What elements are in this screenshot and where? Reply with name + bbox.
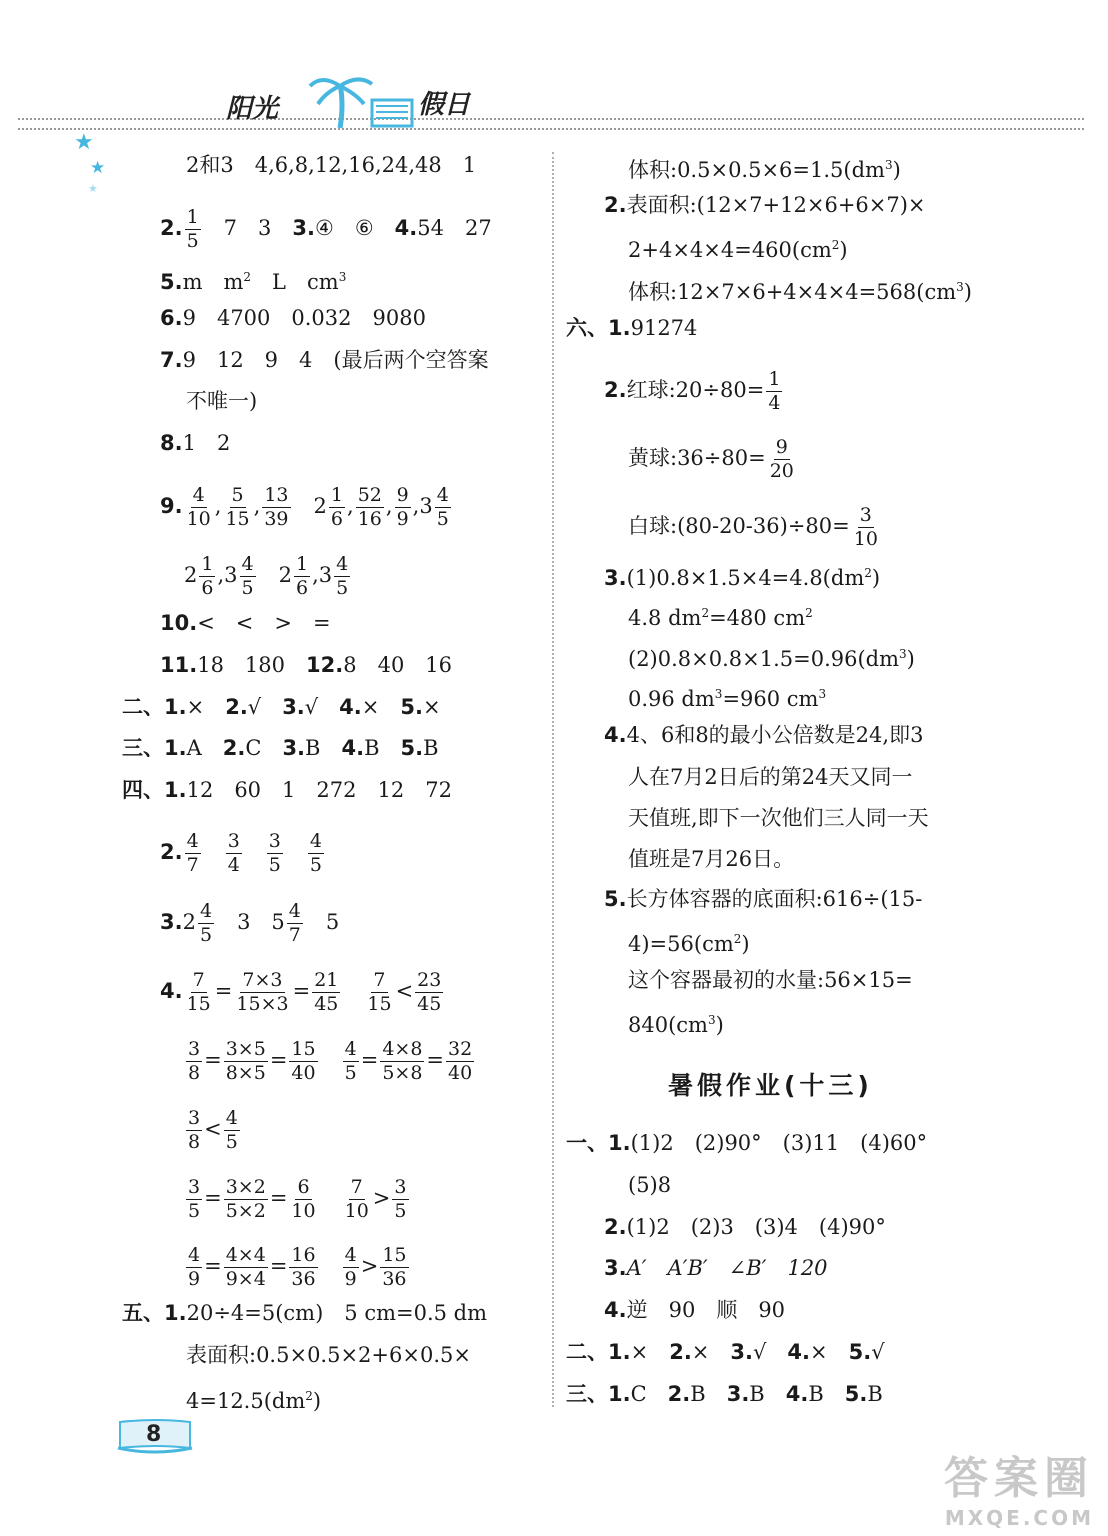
answer-line: 体积$:12\times 7\times 6+4\times 4\times 4=568(cm^3)$ xyxy=(628,280,972,304)
answer-line: 7.9 12 9 4 (最后两个空答案 xyxy=(160,348,489,372)
logo-text-left: 阳光 xyxy=(226,94,279,124)
answer-line: $2+4\times 4\times 4=460(cm^2)$ xyxy=(628,238,848,262)
logo-text-right: 假日 xyxy=(418,90,471,120)
answer-line: 不唯一) xyxy=(186,389,258,413)
answer-line: 二、1.× 2.√ 3.√ 4.× 5.× xyxy=(122,695,441,719)
header-logo xyxy=(222,74,482,132)
answer-line: 2.(1)2 (2)3 (3)4 (4)90° xyxy=(604,1215,886,1239)
star-icon: ★ xyxy=(88,182,98,195)
answer-line: 4. $\frac{7}{15}$ = $\frac{7\times 3}{15\times 3}$ = $\frac{21}{45}$ $\frac{7}{15}$ < $\frac{23}{45}$ xyxy=(160,969,442,1015)
answer-line: 3.2 $\frac{4}{5}$ 3 5 $\frac{4}{7}$ 5 xyxy=(160,900,340,946)
answer-line: 黄球:36÷80= $\frac{9}{20}$ xyxy=(628,436,794,482)
answer-line: 2 $\frac{1}{6}$ ,3 $\frac{4}{5}$ 2 $\frac{1}{6}$ ,3 $\frac{4}{5}$ xyxy=(184,553,349,599)
page-number: 8 xyxy=(116,1418,194,1454)
answer-line: 4.逆 90 顺 90 xyxy=(604,1298,786,1322)
answer-line: 2.红球:20÷80= $\frac{1}{4}$ xyxy=(604,368,781,414)
fraction: $\frac{1}{5}$ xyxy=(186,206,199,252)
answer-line: 9. $\frac{4}{10}$ , $\frac{5}{15}$ , $\frac{13}{39}$ 2 $\frac{1}{6}$ , $\frac{52}{16}$ , $\frac{9}{9}$ ,3 $\frac{4}{5}$ xyxy=(160,484,449,530)
answer-line: 四、1.12 60 1 272 12 72 xyxy=(122,778,452,802)
answer-line: 白球:(80-20-36)÷80= $\frac{3}{10}$ xyxy=(628,504,878,550)
star-icon: ★ xyxy=(74,130,94,155)
answer-line: 10.< < > = xyxy=(160,611,331,635)
star-icon: ★ xyxy=(90,158,106,178)
answer-line: $4)=56(cm^2)$ xyxy=(628,932,750,956)
answer-line: 2. $\frac{1}{5}$ 7 3 3.④ ⑥ 4.54 27 xyxy=(160,206,492,252)
answer-line: 2. $\frac{4}{7}$ $\frac{3}{4}$ $\frac{3}{5}$ $\frac{4}{5}$ xyxy=(160,830,322,876)
answer-line: 表面积:0.5×0.5×2+6×0.5× xyxy=(186,1343,471,1367)
answer-line: $\frac{4}{9}$ = $\frac{4\times 4}{9\times 4}$ = $\frac{16}{36}$ $\frac{4}{9}$ > $\frac{15}{36}$ xyxy=(188,1244,407,1290)
answer-line: 一、1.(1)2 (2)90° (3)11 (4)60° xyxy=(566,1131,928,1155)
watermark: 答案圈 MXQE.COM xyxy=(944,1453,1094,1530)
answer-line: 五、1.20÷4=5(cm) 5 cm=0.5 dm xyxy=(122,1301,488,1325)
answer-line: 5.长方体容器的底面积:616÷(15- xyxy=(604,887,923,911)
answer-line: 这个容器最初的水量:56×15= xyxy=(628,968,913,992)
answer-line: $3.(1)0.8\times 1.5\times 4=4.8(dm^2)$ xyxy=(604,566,881,590)
answer-line: 天值班,即下一次他们三人同一天 xyxy=(628,806,929,830)
section-title: 暑假作业(十三) xyxy=(668,1071,873,1100)
header-dotted-line xyxy=(18,118,1084,120)
answer-line: 三、1.A 2.C 3.B 4.B 5.B xyxy=(122,736,439,760)
answer-line: $\frac{3}{5}$ = $\frac{3\times 2}{5\times 2}$ = $\frac{6}{10}$ $\frac{7}{10}$ > $\frac{3}{5}$ xyxy=(188,1176,407,1222)
answer-line: 0.96 $dm^3=960$ $cm^3$ xyxy=(628,687,827,711)
answer-line: $840(cm^3)$ xyxy=(628,1013,724,1037)
answer-line: 4.8 $dm^2=480$ $cm^2$ xyxy=(628,606,813,630)
answer-line: 6.9 4700 0.032 9080 xyxy=(160,306,426,330)
answer-line: 11.18 180 12.8 40 16 xyxy=(160,653,453,677)
answer-line: 5.m $m^2$ L $cm^3$ xyxy=(160,270,347,294)
answer-line: 体积$:0.5\times 0.5\times 6=1.5(dm^3)$ xyxy=(628,158,901,182)
header-dotted-line xyxy=(18,128,1084,130)
answer-line: 2.表面积:(12×7+12×6+6×7)× xyxy=(604,193,926,217)
answer-line: 二、1.× 2.× 3.√ 4.× 5.√ xyxy=(566,1340,885,1364)
answer-line: 4.4、6和8的最小公倍数是24,即3 xyxy=(604,723,924,747)
answer-line: 人在7月2日后的第24天又同一 xyxy=(628,765,913,789)
answer-line: 8.1 2 xyxy=(160,431,231,455)
column-divider xyxy=(552,152,554,1407)
answer-line: 值班是7月26日。 xyxy=(628,847,795,871)
answer-line: $(2)0.8\times 0.8\times 1.5=0.96(dm^3)$ xyxy=(628,647,915,671)
answer-line: $\frac{3}{8}$ < $\frac{4}{5}$ xyxy=(188,1107,238,1153)
answer-line: 三、1.C 2.B 3.B 4.B 5.B xyxy=(566,1382,883,1406)
answer-line: $4=12.5(dm^2)$ xyxy=(186,1389,322,1413)
answer-line: 六、1.91274 xyxy=(566,316,698,340)
answer-line: $\frac{3}{8}$ = $\frac{3\times 5}{8\times 5}$ = $\frac{15}{40}$ $\frac{4}{5}$ = $\frac{4\times 8}{5\times 8}$ = $\frac{32}{40}$ xyxy=(188,1038,473,1084)
answer-line: 3.A′ A′B′ ∠B′ 120 xyxy=(604,1256,828,1280)
answer-line: 2和3 4,6,8,12,16,24,48 1 xyxy=(186,153,477,177)
answer-line: (5)8 xyxy=(628,1173,672,1197)
